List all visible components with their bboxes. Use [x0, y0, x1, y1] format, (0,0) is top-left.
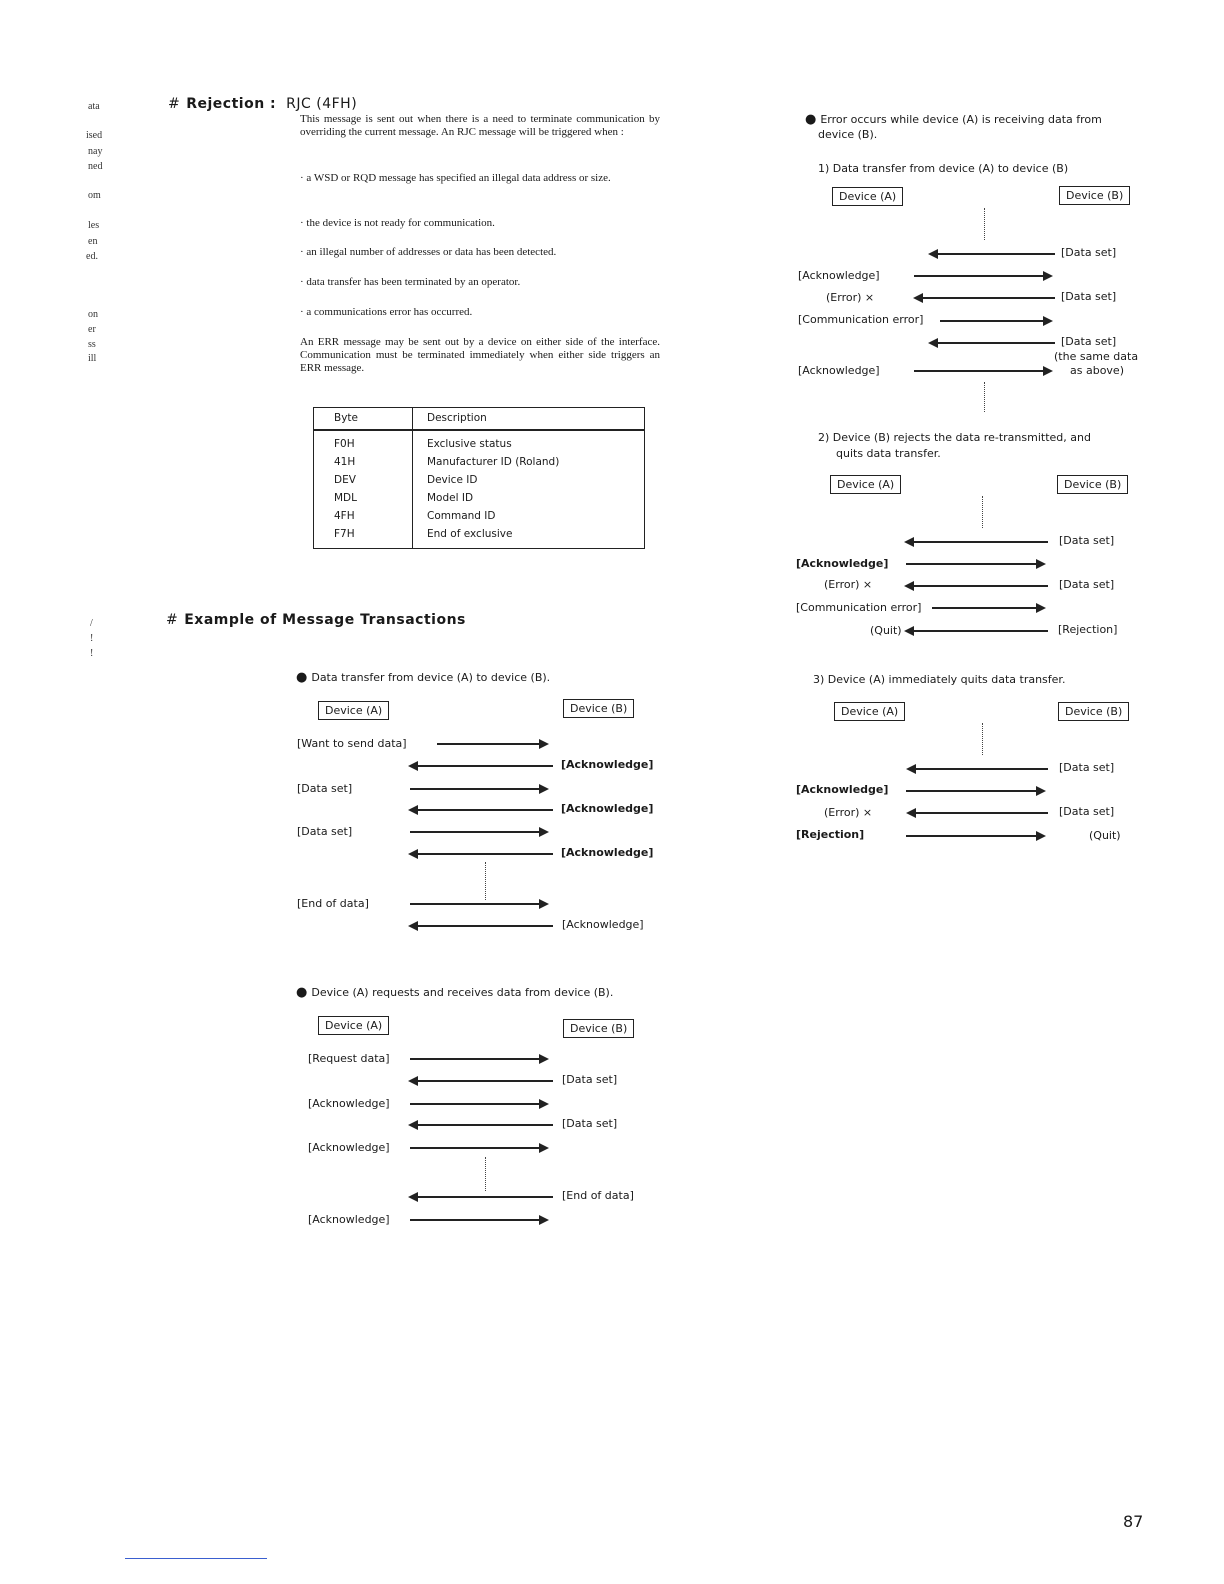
table-cell: Device ID [427, 474, 478, 486]
message-label: [Acknowledge] [798, 364, 880, 377]
table-header: Description [413, 408, 645, 430]
rejection-title: Rejection : [186, 96, 277, 112]
device-a-box: Device (A) [832, 187, 903, 206]
rejection-bullet: · the device is not ready for communication. [300, 217, 495, 229]
message-label: [Communication error] [798, 313, 924, 326]
margin-fragment: ! [90, 633, 94, 644]
message-label: [Data set] [1061, 246, 1117, 259]
continuation-dots [485, 862, 486, 900]
device-a-box: Device (A) [318, 1016, 389, 1035]
margin-fragment: ill [88, 353, 97, 364]
case-title: 2) Device (B) rejects the data re-transmitted, and [818, 431, 1091, 444]
device-a-box: Device (A) [834, 702, 905, 721]
rejection-heading [168, 96, 357, 112]
diagram-caption [296, 985, 613, 1000]
error-caption-line: Error occurs while device (A) is receiving data from [820, 113, 1102, 126]
rejection-bullet: · a communications error has occurred. [300, 306, 473, 318]
rejection-code: RJC (4FH) [286, 96, 358, 112]
message-label: [Acknowledge] [561, 802, 654, 815]
device-b-box: Device (B) [1057, 475, 1128, 494]
error-mark: (Error) × [824, 578, 873, 591]
bullet-dot: ● [805, 112, 817, 127]
message-label: [Rejection] [1058, 623, 1118, 636]
device-a-box: Device (A) [830, 475, 901, 494]
error-caption-line: device (B). [818, 128, 878, 141]
arrow-left [908, 768, 1048, 770]
margin-fragment: / [90, 618, 93, 629]
arrow-right [410, 1219, 547, 1221]
message-label: [End of data] [297, 897, 369, 910]
message-label: [Acknowledge] [796, 557, 889, 570]
arrow-left [906, 585, 1048, 587]
page-number: 87 [1123, 1512, 1144, 1531]
examples-title: Example of Message Transactions [184, 612, 466, 628]
margin-fragment: les [88, 220, 100, 231]
table-row [314, 471, 644, 489]
message-label: [Data set] [562, 1073, 618, 1086]
note-label: (the same data [1054, 350, 1139, 363]
continuation-dots [984, 382, 985, 412]
table-row [314, 430, 644, 453]
message-label: [Data set] [1059, 805, 1115, 818]
byte-table [313, 407, 645, 549]
table-cell: F7H [314, 525, 413, 548]
message-label: [Request data] [308, 1052, 390, 1065]
table-cell: Model ID [427, 492, 474, 504]
message-label: [Data set] [1061, 290, 1117, 303]
table-cell: Exclusive status [427, 438, 512, 450]
arrow-right [940, 320, 1051, 322]
table-cell: MDL [314, 489, 413, 507]
table-header-row [314, 408, 644, 430]
message-label: [Communication error] [796, 601, 922, 614]
diagram-caption-text: Data transfer from device (A) to device (B). [311, 671, 551, 684]
table-cell: 41H [314, 453, 413, 471]
message-label: [Data set] [297, 782, 353, 795]
case-title: 3) Device (A) immediately quits data transfer. [813, 673, 1066, 686]
rejection-bullet: · an illegal number of addresses or data has been detected. [300, 246, 557, 258]
message-label: [Acknowledge] [561, 846, 654, 859]
margin-fragment: ss [88, 339, 96, 350]
table-row [314, 507, 644, 525]
message-label: [Acknowledge] [308, 1141, 390, 1154]
margin-fragment: ! [90, 648, 94, 659]
message-label: [Acknowledge] [562, 918, 644, 931]
message-label: [Data set] [1061, 335, 1117, 348]
table-cell: Manufacturer ID (Roland) [427, 456, 560, 468]
diagram-caption [296, 670, 550, 685]
bottom-rule [125, 1558, 267, 1559]
table-row [314, 525, 644, 548]
arrow-left [410, 1124, 553, 1126]
device-b-box: Device (B) [1059, 186, 1130, 205]
continuation-dots [984, 208, 985, 240]
message-label: [Data set] [297, 825, 353, 838]
margin-fragment: nay [88, 146, 103, 157]
margin-fragment: ed. [86, 251, 98, 262]
message-label: [Acknowledge] [796, 783, 889, 796]
margin-fragment: er [88, 324, 96, 335]
diagram-caption-text: Device (A) requests and receives data from device (B). [311, 986, 614, 999]
arrow-right [906, 563, 1044, 565]
rejection-note: An ERR message may be sent out by a device on either side of the interface. Communication must be terminated immediately when either side triggers an ERR message. [300, 336, 660, 374]
arrow-left [410, 765, 553, 767]
message-label: [Acknowledge] [308, 1213, 390, 1226]
arrow-right [906, 790, 1044, 792]
bullet-dot: ● [296, 670, 308, 685]
table-cell: 4FH [314, 507, 413, 525]
arrow-left [908, 812, 1048, 814]
message-label: [Data set] [1059, 578, 1115, 591]
continuation-dots [982, 496, 983, 528]
arrow-right [410, 788, 547, 790]
message-label: [Data set] [562, 1117, 618, 1130]
heading-symbol: # [166, 612, 179, 628]
message-label: (Quit) [1089, 829, 1121, 842]
rejection-intro: This message is sent out when there is a need to terminate communication by overriding the current message. An RJC message will be triggered when : [300, 113, 660, 138]
device-b-box: Device (B) [563, 699, 634, 718]
message-label: [Rejection] [796, 828, 865, 841]
table-row [314, 453, 644, 471]
arrow-right [914, 370, 1051, 372]
table-cell: F0H [314, 430, 413, 453]
message-label: [Acknowledge] [308, 1097, 390, 1110]
table-cell: End of exclusive [427, 528, 513, 540]
arrow-left [410, 925, 553, 927]
margin-fragment: ised [86, 130, 103, 141]
arrow-left [915, 297, 1055, 299]
arrow-left [410, 1080, 553, 1082]
continuation-dots [982, 723, 983, 755]
arrow-left [410, 809, 553, 811]
case-title: quits data transfer. [836, 447, 941, 460]
table-row [314, 489, 644, 507]
arrow-right [932, 607, 1044, 609]
arrow-left [930, 342, 1055, 344]
message-label: [End of data] [562, 1189, 634, 1202]
margin-fragment: ata [88, 101, 100, 112]
device-b-box: Device (B) [563, 1019, 634, 1038]
margin-fragment: om [88, 190, 101, 201]
arrow-right [410, 1058, 547, 1060]
message-label: [Want to send data] [297, 737, 407, 750]
arrow-right [410, 1147, 547, 1149]
case-title: 1) Data transfer from device (A) to device (B) [818, 162, 1069, 175]
note-label: as above) [1070, 364, 1124, 377]
message-label: [Data set] [1059, 534, 1115, 547]
rejection-bullet: · data transfer has been terminated by an operator. [300, 276, 521, 288]
arrow-left [930, 253, 1055, 255]
margin-fragment: ned [88, 161, 103, 172]
message-label: [Acknowledge] [798, 269, 880, 282]
arrow-right [410, 1103, 547, 1105]
message-label: [Acknowledge] [561, 758, 654, 771]
continuation-dots [485, 1157, 486, 1191]
arrow-right [437, 743, 547, 745]
table-cell: Command ID [427, 510, 496, 522]
examples-heading [166, 612, 466, 628]
message-label: [Data set] [1059, 761, 1115, 774]
table-cell: DEV [314, 471, 413, 489]
table-header: Byte [314, 408, 413, 430]
message-label: (Quit) [870, 624, 902, 637]
arrow-left [906, 630, 1048, 632]
device-a-box: Device (A) [318, 701, 389, 720]
arrow-right [410, 903, 547, 905]
rejection-bullet: · a WSD or RQD message has specified an illegal data address or size. [300, 172, 611, 184]
arrow-right [410, 831, 547, 833]
error-mark: (Error) × [824, 806, 873, 819]
arrow-right [914, 275, 1051, 277]
heading-symbol: # [168, 96, 181, 112]
arrow-right [906, 835, 1044, 837]
error-mark: (Error) × [826, 291, 875, 304]
arrow-left [906, 541, 1048, 543]
margin-fragment: on [88, 309, 98, 320]
device-b-box: Device (B) [1058, 702, 1129, 721]
error-section-caption [805, 112, 1102, 127]
margin-fragment: en [88, 236, 98, 247]
arrow-left [410, 1196, 553, 1198]
bullet-dot: ● [296, 985, 308, 1000]
arrow-left [410, 853, 553, 855]
